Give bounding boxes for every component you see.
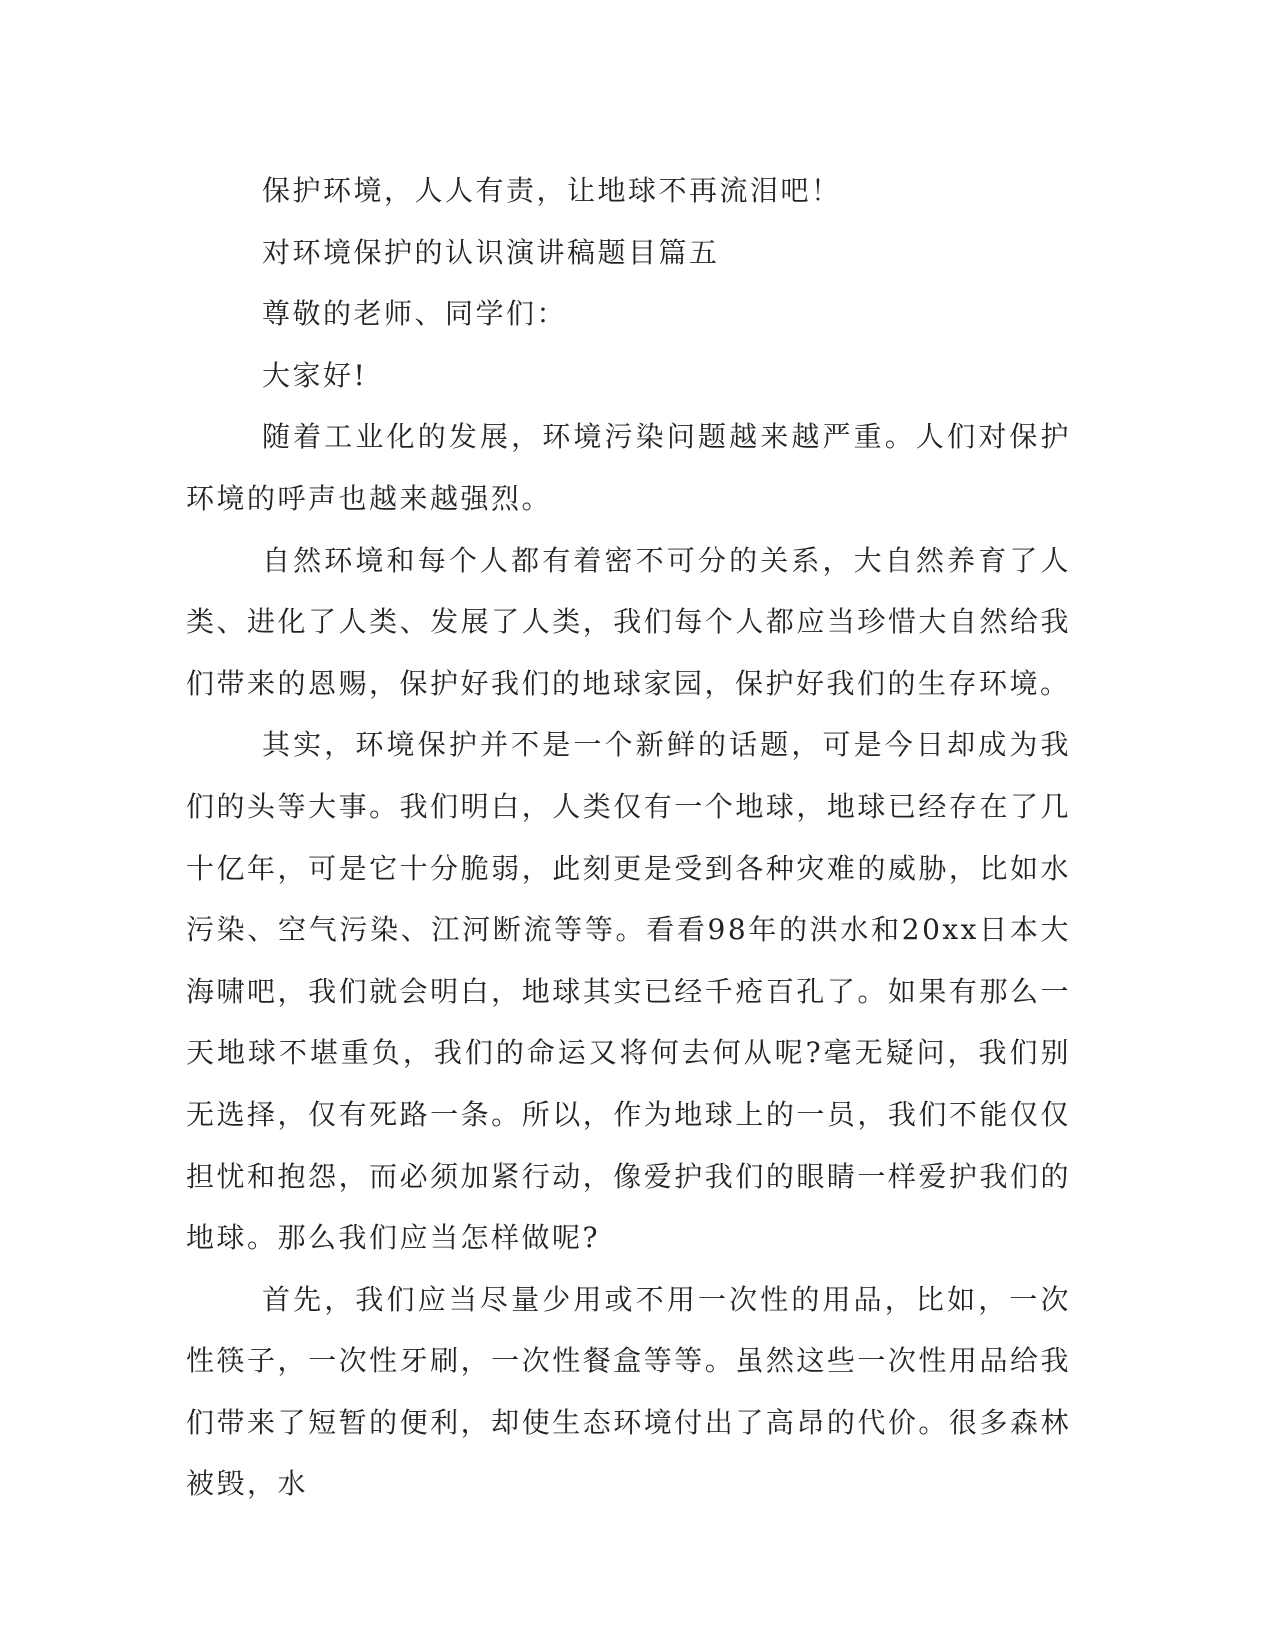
greeting: 大家好! (262, 358, 368, 392)
paragraph-intro: 随着工业化的发展，环境污染问题越来越严重。人们对保护环境的呼声也越来越强烈。 (186, 420, 1071, 515)
paragraph-nature: 自然环境和每个人都有着密不可分的关系，大自然养育了人类、进化了人类、发展了人类，我们每个人都应当珍惜大自然给我们带来的恩赐，保护好我们的地球家园，保护好我们的生存环境。 (186, 543, 1071, 700)
document-body (186, 160, 1071, 1515)
section-title: 对环境保护的认识演讲稿题目篇五 (262, 235, 720, 269)
salutation: 尊敬的老师、同学们： (262, 297, 568, 331)
closing-line: 保护环境，人人有责，让地球不再流泪吧！ (262, 174, 842, 207)
paragraph-earth: 其实，环境保护并不是一个新鲜的话题，可是今日却成为我们的头等大事。我们明白，人类仅有一个地球，地球已经存在了几十亿年，可是它十分脆弱，此刻更是受到各种灾难的威胁，比如水污染、空气污染、江河断流等等。看看98年的洪水和20xx日本大海啸吧，我们就会明白，地球其实已经千疮百孔了。如果有那么一天地球不堪重负，我们的命运又将何去何从呢?毫无疑问，我们别无选择，仅有死路一条。所以，作为地球上的一员，我们不能仅仅担忧和抱怨，而必须加紧行动，像爱护我们的眼睛一样爱护我们的地球。那么我们应当怎样做呢? (186, 728, 1071, 1255)
paragraph-disposables: 首先，我们应当尽量少用或不用一次性的用品，比如，一次性筷子，一次性牙刷，一次性餐盒等等。虽然这些一次性用品给我们带来了短暂的便利，却使生态环境付出了高昂的代价。很多森林被毁，水 (186, 1282, 1071, 1501)
